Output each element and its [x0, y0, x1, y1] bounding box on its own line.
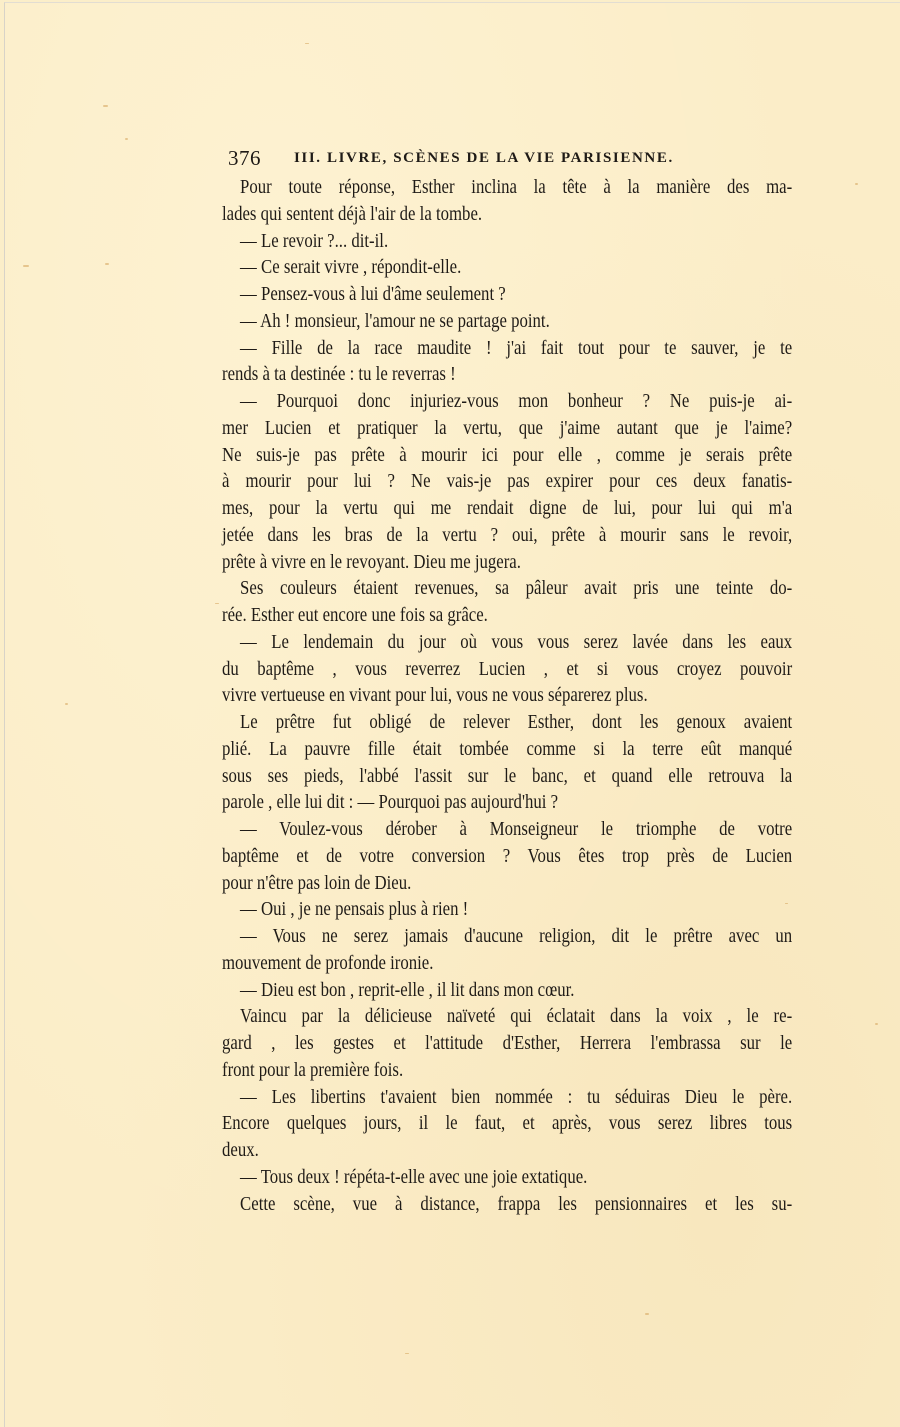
text-line: gard , les gestes et l'attitude d'Esther, Herrera l'embrassa sur le — [222, 1033, 793, 1054]
text-line: — Pensez-vous à lui d'âme seulement ? — [240, 284, 506, 305]
text-line: Le prêtre fut obligé de relever Esther, dont les genoux avaient — [240, 712, 793, 733]
paper-fiber-speck — [405, 1353, 409, 1354]
text-line: mouvement de profonde ironie. — [222, 952, 434, 974]
text-line: baptême et de votre conversion ? Vous êtes trop près de Lucien — [222, 845, 793, 867]
text-line: vivre vertueuse en vivant pour lui, vous ne vous séparerez plus. — [222, 685, 648, 707]
text-line: — Le revoir ?... dit-il. — [240, 230, 389, 252]
text-line: Ne suis-je pas prête à mourir ici pour elle , comme je serais prête — [222, 444, 793, 466]
text-line: front pour la première fois. — [222, 1059, 404, 1081]
paper-fiber-speck — [875, 1023, 878, 1025]
text-line: mes, pour la vertu qui me rendait digne de lui, pour lui qui m'a — [222, 498, 793, 519]
paper-fiber-speck — [125, 138, 128, 140]
text-line: pour n'être pas loin de Dieu. — [222, 872, 412, 894]
text-line: Encore quelques jours, il le faut, et après, vous serez libres tous — [222, 1113, 793, 1135]
text-line: jetée dans les bras de la vertu ? oui, prête à mourir sans le revoir, — [222, 524, 793, 546]
text-line: — Tous deux ! répéta-t-elle avec une joie extatique. — [240, 1166, 588, 1188]
text-line: — Pourquoi donc injuriez-vous mon bonheur ? Ne puis-je ai- — [240, 391, 793, 412]
text-line: Pour toute réponse, Esther inclina la tête à la manière des ma- — [240, 177, 793, 198]
text-line: — Dieu est bon , reprit-elle , il lit dans mon cœur. — [240, 979, 575, 1001]
text-line: rends à ta destinée : tu le reverras ! — [222, 364, 456, 386]
text-line: lades qui sentent déjà l'air de la tombe. — [222, 203, 483, 225]
page-number: 376 — [228, 146, 261, 170]
text-line: — Vous ne serez jamais d'aucune religion, dit le prêtre avec un — [240, 926, 793, 947]
body-text — [222, 175, 792, 1218]
paper-fiber-speck — [855, 183, 858, 185]
text-line: — Voulez-vous dérober à Monseigneur le triomphe de votre — [240, 819, 793, 840]
text-line: — Les libertins t'avaient bien nommée : tu séduiras Dieu le père. — [240, 1086, 793, 1108]
text-line: Vaincu par la délicieuse naïveté qui éclatait dans la voix , le re- — [240, 1006, 793, 1028]
text-line: deux. — [222, 1140, 259, 1161]
text-line: plié. La pauvre fille était tombée comme si la terre eût manqué — [222, 738, 793, 760]
text-line: — Le lendemain du jour où vous vous serez lavée dans les eaux — [240, 631, 793, 653]
text-line: sous ses pieds, l'abbé l'assit sur le banc, et quand elle retrouva la — [222, 765, 793, 787]
text-line: — Ce serait vivre , répondit-elle. — [240, 257, 462, 279]
running-head: III. LIVRE, SCÈNES DE LA VIE PARISIENNE. — [294, 150, 674, 166]
text-line: rée. Esther eut encore une fois sa grâce. — [222, 605, 488, 626]
paper-fiber-speck — [645, 1313, 649, 1315]
text-line: à mourir pour lui ? Ne vais-je pas expirer pour ces deux fanatis- — [222, 471, 793, 493]
text-line: Cette scène, vue à distance, frappa les pensionnaires et les su- — [240, 1193, 793, 1215]
text-line: prête à vivre en le revoyant. Dieu me jugera. — [222, 551, 521, 573]
text-line: Ses couleurs étaient revenues, sa pâleur avait pris une teinte do- — [240, 578, 793, 600]
text-line: — Fille de la race maudite ! j'ai fait tout pour te sauver, je te — [240, 337, 793, 359]
text-line: — Ah ! monsieur, l'amour ne se partage point. — [240, 310, 550, 332]
text-line: du baptême , vous reverrez Lucien , et si vous croyez pouvoir — [222, 658, 793, 680]
text-line: — Oui , je ne pensais plus à rien ! — [240, 899, 469, 921]
page-header — [228, 146, 798, 172]
text-line: parole , elle lui dit : — Pourquoi pas aujourd'hui ? — [222, 792, 559, 814]
paper-fiber-speck — [103, 105, 108, 107]
paper-fiber-speck — [305, 43, 309, 44]
paper-fiber-speck — [65, 703, 68, 705]
text-line: mer Lucien et pratiquer la vertu, que j'aime autant que je l'aime? — [222, 417, 793, 439]
paper-fiber-speck — [105, 263, 109, 265]
paper-fiber-speck — [23, 265, 29, 267]
paper-fiber-speck — [215, 603, 219, 604]
